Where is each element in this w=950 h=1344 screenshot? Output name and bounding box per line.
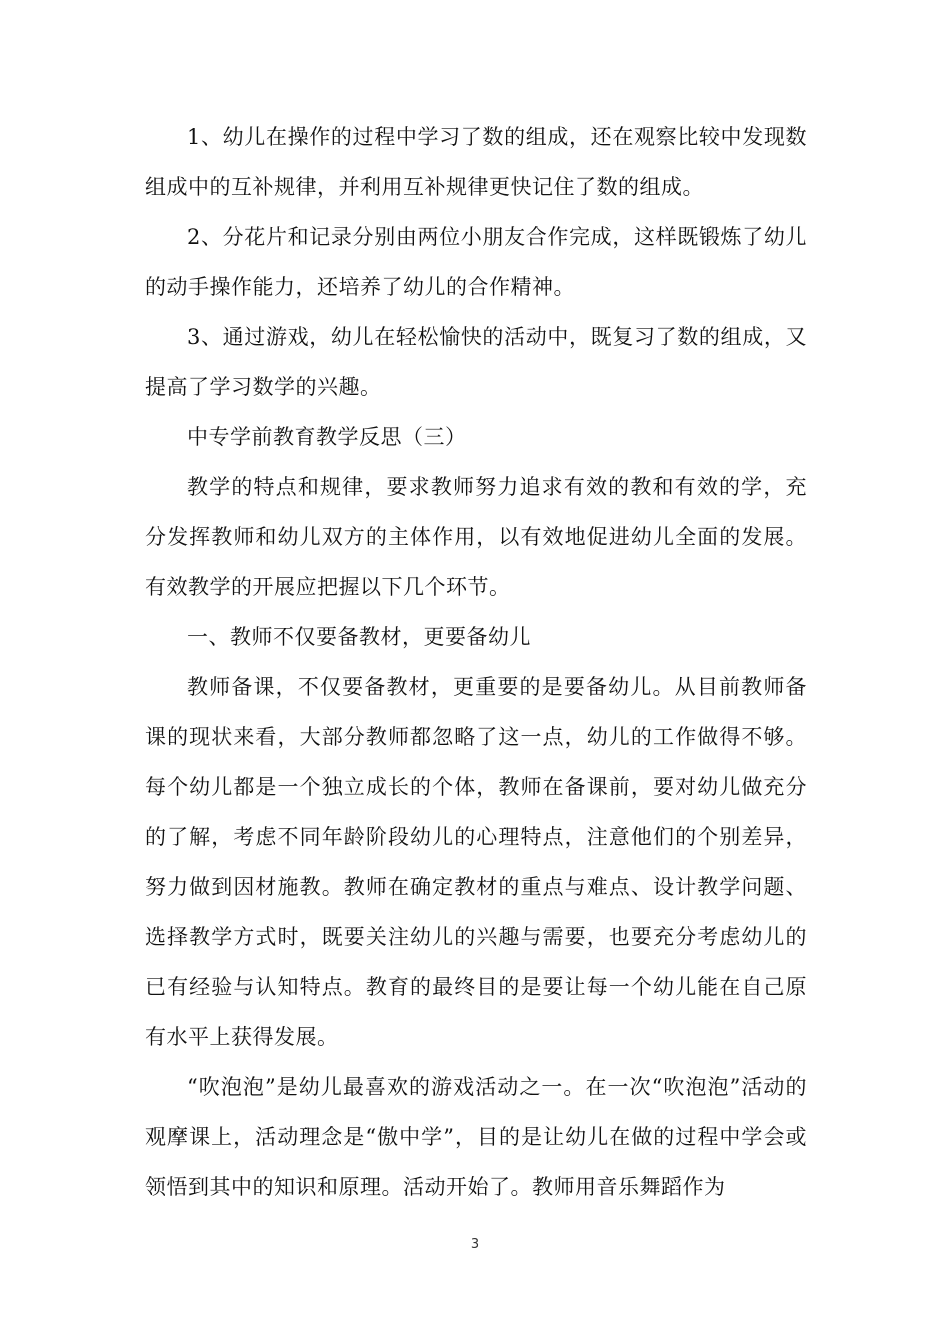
paragraph-1: 1、幼儿在操作的过程中学习了数的组成，还在观察比较中发现数组成中的互补规律，并利用互补规律更快记住了数的组成。 (145, 125, 807, 199)
subsection-heading: 一、教师不仅要备教材，更要备幼儿 (187, 625, 531, 649)
paragraph-bubbles: “吹泡泡”是幼儿最喜欢的游戏活动之一。在一次“吹泡泡”活动的观摩课上，活动理念是“傲中学”，目的是让幼儿在做的过程中学会或领悟到其中的知识和原理。活动开始了。教师用音乐舞蹈作为 (145, 1075, 807, 1199)
paragraph-3: 3、通过游戏，幼儿在轻松愉快的活动中，既复习了数的组成，又提高了学习数学的兴趣。 (145, 325, 807, 399)
section-title: 中专学前教育教学反思（三） (187, 425, 467, 449)
page-number: 3 (470, 1237, 480, 1252)
paragraph-intro: 教学的特点和规律，要求教师努力追求有效的教和有效的学，充分发挥教师和幼儿双方的主体作用，以有效地促进幼儿全面的发展。有效教学的开展应把握以下几个环节。 (145, 475, 807, 599)
paragraph-lesson-prep: 教师备课，不仅要备教材，更重要的是要备幼儿。从目前教师备课的现状来看，大部分教师都忽略了这一点，幼儿的工作做得不够。每个幼儿都是一个独立成长的个体，教师在备课前，要对幼儿做充分的了解，考虑不同年龄阶段幼儿的心理特点，注意他们的个别差异，努力做到因材施教。教师在确定教材的重点与难点、设计教学问题、选择教学方式时，既要关注幼儿的兴趣与需要，也要充分考虑幼儿的已有经验与认知特点。教育的最终目的是要让每一个幼儿能在自己原有水平上获得发展。 (145, 675, 807, 1049)
paragraph-2: 2、分花片和记录分别由两位小朋友合作完成，这样既锻炼了幼儿的动手操作能力，还培养了幼儿的合作精神。 (145, 225, 807, 299)
document-body (145, 112, 807, 1212)
